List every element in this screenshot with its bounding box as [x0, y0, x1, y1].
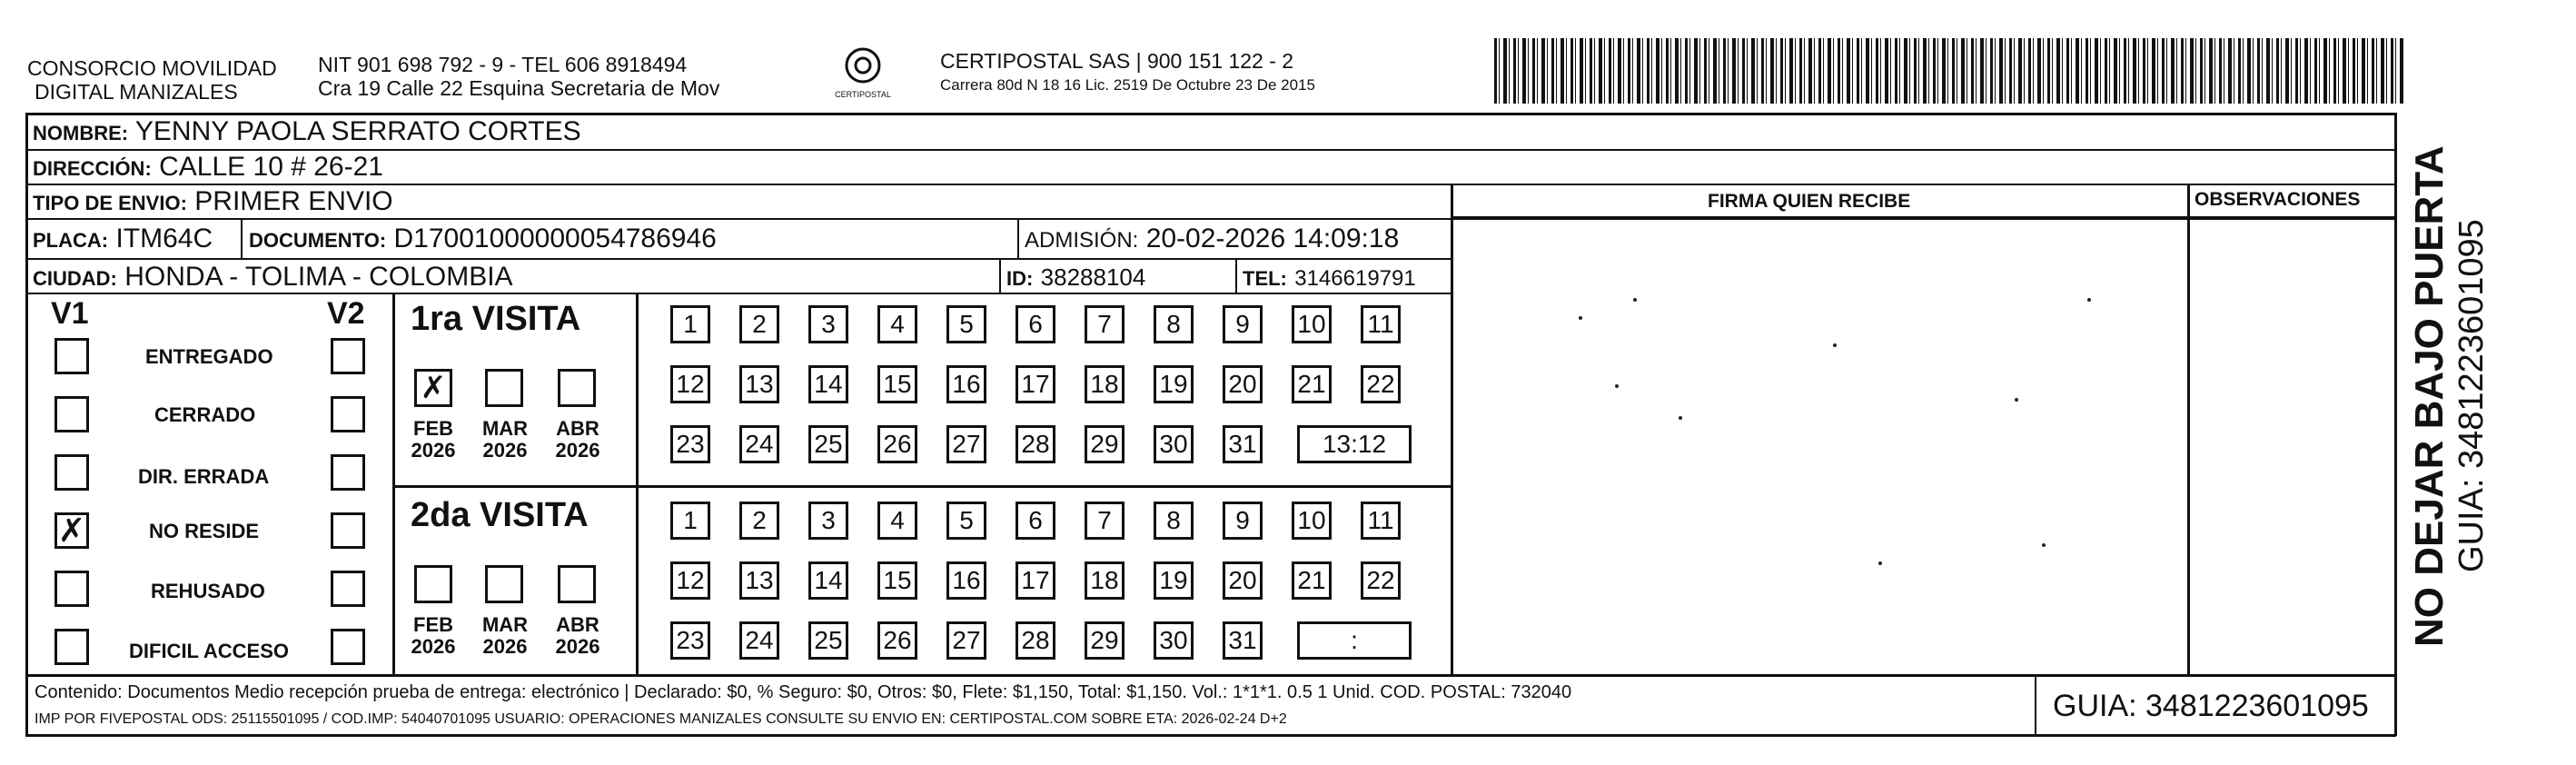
visit2-day-5[interactable]: 5 — [946, 502, 986, 540]
visit1-day-8[interactable]: 8 — [1154, 305, 1194, 343]
visit2-day-2[interactable]: 2 — [739, 502, 779, 540]
visit1-day-31[interactable]: 31 — [1223, 425, 1263, 463]
visit2-abr-y: 2026 — [555, 635, 600, 658]
row-line-1 — [25, 149, 2396, 151]
direccion-label: DIRECCIÓN: — [33, 157, 152, 180]
signature-area — [1453, 218, 2187, 672]
v2-checkbox-dir-errada[interactable] — [331, 454, 365, 491]
v1-checkbox-rehusado[interactable] — [54, 571, 89, 607]
visit1-day-16[interactable]: 16 — [946, 365, 986, 403]
barcode — [1494, 38, 2404, 104]
footer-imp: IMP POR FIVEPOSTAL ODS: 25115501095 / COD.IMP: 54040701095 USUARIO: OPERACIONES MANIZALES CONSULTE SU ENVIO EN: CERTIPOSTAL.COM SOBRE ETA: 2026-02-24 D+2 — [35, 711, 1287, 727]
ciudad-label: CIUDAD: — [33, 267, 117, 290]
v2-checkbox-dificil-acceso[interactable] — [331, 629, 365, 665]
courier-info — [940, 49, 1315, 94]
visit2-mar-m: MAR — [481, 613, 529, 636]
v1-checkbox-dir-errada[interactable] — [54, 454, 89, 491]
frame-bottom — [25, 734, 2396, 737]
visit1-day-28[interactable]: 28 — [1016, 425, 1055, 463]
visit1-day-19[interactable]: 19 — [1154, 365, 1194, 403]
visit1-feb-y: 2026 — [411, 439, 456, 462]
visit2-abr-m: ABR — [556, 613, 599, 636]
v2-label: V2 — [327, 296, 365, 331]
visit2-feb-y: 2026 — [411, 635, 456, 658]
visit1-month-abr-label — [550, 418, 605, 462]
v1-checkbox-cerrado[interactable] — [54, 396, 89, 432]
col-line-placa — [241, 220, 243, 258]
visit2-day-12[interactable]: 12 — [670, 561, 710, 600]
visit2-mar-y: 2026 — [482, 635, 528, 658]
visit1-day-25[interactable]: 25 — [808, 425, 848, 463]
visit1-day-13[interactable]: 13 — [739, 365, 779, 403]
visit2-day-27[interactable]: 27 — [946, 621, 986, 660]
visit1-month-feb-label — [406, 418, 461, 462]
ciudad-value: HONDA - TOLIMA - COLOMBIA — [124, 262, 513, 292]
col-line-obs — [2187, 185, 2190, 676]
admision-label: ADMISIÓN: — [1025, 228, 1139, 253]
company-line-1: CONSORCIO MOVILIDAD — [27, 56, 277, 80]
visit2-day-11[interactable]: 11 — [1361, 502, 1401, 540]
v1-checkbox-no-reside[interactable]: ✗ — [54, 512, 89, 549]
frame-top — [25, 113, 2396, 115]
visit1-day-12[interactable]: 12 — [670, 365, 710, 403]
status-no-reside: NO RESIDE — [149, 520, 260, 542]
v1-checkbox-entregado[interactable] — [54, 338, 89, 374]
visit2-day-20[interactable]: 20 — [1223, 561, 1263, 600]
tipo-value: PRIMER ENVIO — [194, 186, 393, 216]
visit1-time-box[interactable]: 13:12 — [1297, 425, 1412, 463]
visit2-day-6[interactable]: 6 — [1016, 502, 1055, 540]
visit2-day-7[interactable]: 7 — [1085, 502, 1125, 540]
logo-text: CERTIPOSTAL — [835, 90, 891, 99]
visit1-day-1[interactable]: 1 — [670, 305, 710, 343]
visit2-day-22[interactable]: 22 — [1361, 561, 1401, 600]
visit1-month-feb[interactable]: ✗ — [414, 369, 452, 407]
col-line-admision — [1017, 220, 1019, 258]
visit1-day-10[interactable]: 10 — [1292, 305, 1332, 343]
col-line-status — [392, 293, 395, 674]
visit1-day-26[interactable]: 26 — [877, 425, 917, 463]
courier-line: CERTIPOSTAL SAS | 900 151 122 - 2 — [940, 49, 1294, 73]
nombre-label: NOMBRE: — [33, 122, 129, 144]
visit2-month-mar-label — [478, 614, 532, 658]
company-line-2: DIGITAL MANIZALES — [35, 80, 238, 104]
visit2-day-23[interactable]: 23 — [670, 621, 710, 660]
visit1-day-15[interactable]: 15 — [877, 365, 917, 403]
visit1-day-23[interactable]: 23 — [670, 425, 710, 463]
footer-contenido: Contenido: Documentos Medio recepción prueba de entrega: electrónico | Declarado: $0, % Seguro: $0, Otros: $0, Flete: $1,150, Total: $1,150. Vol.: 1*1*1. 0.5 1 Unid. COD. POSTAL: 732040 — [35, 682, 1572, 702]
visit2-day-16[interactable]: 16 — [946, 561, 986, 600]
v2-checkbox-entregado[interactable] — [331, 338, 365, 374]
visit1-title: 1ra VISITA — [411, 300, 581, 338]
status-cerrado: CERRADO — [154, 403, 256, 426]
row-line-footer — [25, 674, 2396, 677]
visit1-feb-m: FEB — [413, 417, 453, 440]
visit2-day-28[interactable]: 28 — [1016, 621, 1055, 660]
v1-checkbox-dificil-acceso[interactable] — [54, 629, 89, 665]
certipostal-logo — [827, 45, 899, 109]
status-entregado: ENTREGADO — [145, 345, 273, 368]
tel-value: 3146619791 — [1294, 266, 1416, 291]
address-line: Cra 19 Calle 22 Esquina Secretaria de Mov — [318, 76, 720, 100]
status-dificil-acceso: DIFICIL ACCESO — [129, 640, 290, 662]
visit2-day-30[interactable]: 30 — [1154, 621, 1194, 660]
col-line-guia — [2035, 676, 2036, 736]
visit2-day-10[interactable]: 10 — [1292, 502, 1332, 540]
admision-field — [1025, 224, 1399, 256]
id-value: 38288104 — [1040, 263, 1146, 291]
visit1-day-4[interactable]: 4 — [877, 305, 917, 343]
visit2-month-feb-label — [406, 614, 461, 658]
visit2-day-14[interactable]: 14 — [808, 561, 848, 600]
courier-sub: Carrera 80d N 18 16 Lic. 2519 De Octubre 23 De 2015 — [940, 76, 1315, 94]
visit2-feb-m: FEB — [413, 613, 453, 636]
visit2-day-9[interactable]: 9 — [1223, 502, 1263, 540]
visit1-day-21[interactable]: 21 — [1292, 365, 1332, 403]
visit1-day-20[interactable]: 20 — [1223, 365, 1263, 403]
firma-header: FIRMA QUIEN RECIBE — [1708, 191, 1911, 212]
visit1-month-mar[interactable] — [485, 369, 523, 407]
tipo-field — [33, 186, 393, 219]
company-contact — [318, 53, 719, 100]
visit2-day-1[interactable]: 1 — [670, 502, 710, 540]
visit2-month-mar[interactable] — [485, 565, 523, 603]
visit1-day-27[interactable]: 27 — [946, 425, 986, 463]
direccion-field — [33, 152, 383, 184]
col-line-visit — [636, 293, 639, 674]
documento-label: DOCUMENTO: — [249, 229, 387, 252]
v2-checkbox-rehusado[interactable] — [331, 571, 365, 607]
visit2-day-4[interactable]: 4 — [877, 502, 917, 540]
visit2-day-29[interactable]: 29 — [1085, 621, 1125, 660]
direccion-value: CALLE 10 # 26-21 — [159, 152, 383, 182]
visit2-day-19[interactable]: 19 — [1154, 561, 1194, 600]
id-label: ID: — [1006, 267, 1034, 290]
visit2-time-box[interactable]: : — [1297, 621, 1412, 660]
placa-field — [33, 224, 213, 256]
visit2-day-8[interactable]: 8 — [1154, 502, 1194, 540]
company-name — [27, 56, 277, 104]
tipo-label: TIPO DE ENVIO: — [33, 192, 187, 214]
no-dejar-bajo-puerta: NO DEJAR BAJO PUERTA — [2407, 145, 2452, 647]
visit1-day-24[interactable]: 24 — [739, 425, 779, 463]
visit2-month-abr[interactable] — [558, 565, 596, 603]
visit2-day-31[interactable]: 31 — [1223, 621, 1263, 660]
visit1-mar-y: 2026 — [482, 439, 528, 462]
visit1-day-14[interactable]: 14 — [808, 365, 848, 403]
admision-value: 20-02-2026 14:09:18 — [1145, 224, 1400, 253]
visit2-day-13[interactable]: 13 — [739, 561, 779, 600]
tel-label: TEL: — [1243, 267, 1287, 290]
ciudad-field — [33, 262, 513, 294]
nombre-field — [33, 116, 581, 149]
footer-guia-box: GUIA: 3481223601095 — [2053, 689, 2369, 723]
placa-label: PLACA: — [33, 229, 109, 252]
visit1-day-11[interactable]: 11 — [1361, 305, 1401, 343]
id-field — [1006, 262, 1145, 294]
visit1-day-6[interactable]: 6 — [1016, 305, 1055, 343]
visit2-day-21[interactable]: 21 — [1292, 561, 1332, 600]
status-rehusado: REHUSADO — [151, 580, 265, 602]
visit1-day-9[interactable]: 9 — [1223, 305, 1263, 343]
visit1-month-abr[interactable] — [558, 369, 596, 407]
visit2-title: 2da VISITA — [411, 496, 589, 534]
visit1-abr-y: 2026 — [555, 439, 600, 462]
frame-left — [25, 113, 28, 736]
documento-field — [249, 224, 717, 256]
visit1-day-18[interactable]: 18 — [1085, 365, 1125, 403]
visit1-month-mar-label — [478, 418, 532, 462]
visit2-month-abr-label — [550, 614, 605, 658]
visit1-mar-m: MAR — [481, 417, 529, 440]
col-line-id — [999, 260, 1001, 293]
visit2-day-15[interactable]: 15 — [877, 561, 917, 600]
visit1-day-22[interactable]: 22 — [1361, 365, 1401, 403]
visit2-day-3[interactable]: 3 — [808, 502, 848, 540]
nit-line: NIT 901 698 792 - 9 - TEL 606 8918494 — [318, 53, 688, 76]
visit2-day-26[interactable]: 26 — [877, 621, 917, 660]
row-line-4 — [25, 258, 1451, 260]
nombre-value: YENNY PAOLA SERRATO CORTES — [134, 116, 581, 146]
documento-value: D17001000000054786946 — [393, 224, 717, 253]
v1-label: V1 — [51, 296, 89, 331]
visit2-day-18[interactable]: 18 — [1085, 561, 1125, 600]
observaciones-header: OBSERVACIONES — [2195, 189, 2361, 210]
visit1-day-2[interactable]: 2 — [739, 305, 779, 343]
visit-divider — [392, 485, 1451, 488]
col-line-tel — [1235, 260, 1237, 293]
visit2-day-17[interactable]: 17 — [1016, 561, 1055, 600]
logo-icon — [840, 45, 886, 85]
v2-checkbox-cerrado[interactable] — [331, 396, 365, 432]
visit2-day-24[interactable]: 24 — [739, 621, 779, 660]
visit1-day-7[interactable]: 7 — [1085, 305, 1125, 343]
visit1-day-5[interactable]: 5 — [946, 305, 986, 343]
visit1-day-3[interactable]: 3 — [808, 305, 848, 343]
visit1-day-30[interactable]: 30 — [1154, 425, 1194, 463]
visit1-abr-m: ABR — [556, 417, 599, 440]
status-dir-errada: DIR. ERRADA — [138, 465, 270, 488]
tel-field — [1243, 262, 1416, 294]
visit2-day-25[interactable]: 25 — [808, 621, 848, 660]
visit1-day-29[interactable]: 29 — [1085, 425, 1125, 463]
visit1-day-17[interactable]: 17 — [1016, 365, 1055, 403]
v2-checkbox-no-reside[interactable] — [331, 512, 365, 549]
frame-right — [2394, 113, 2397, 736]
side-guia: GUIA: 3481223601095 — [2452, 219, 2491, 572]
placa-value: ITM64C — [115, 224, 213, 253]
visit2-month-feb[interactable] — [414, 565, 452, 603]
